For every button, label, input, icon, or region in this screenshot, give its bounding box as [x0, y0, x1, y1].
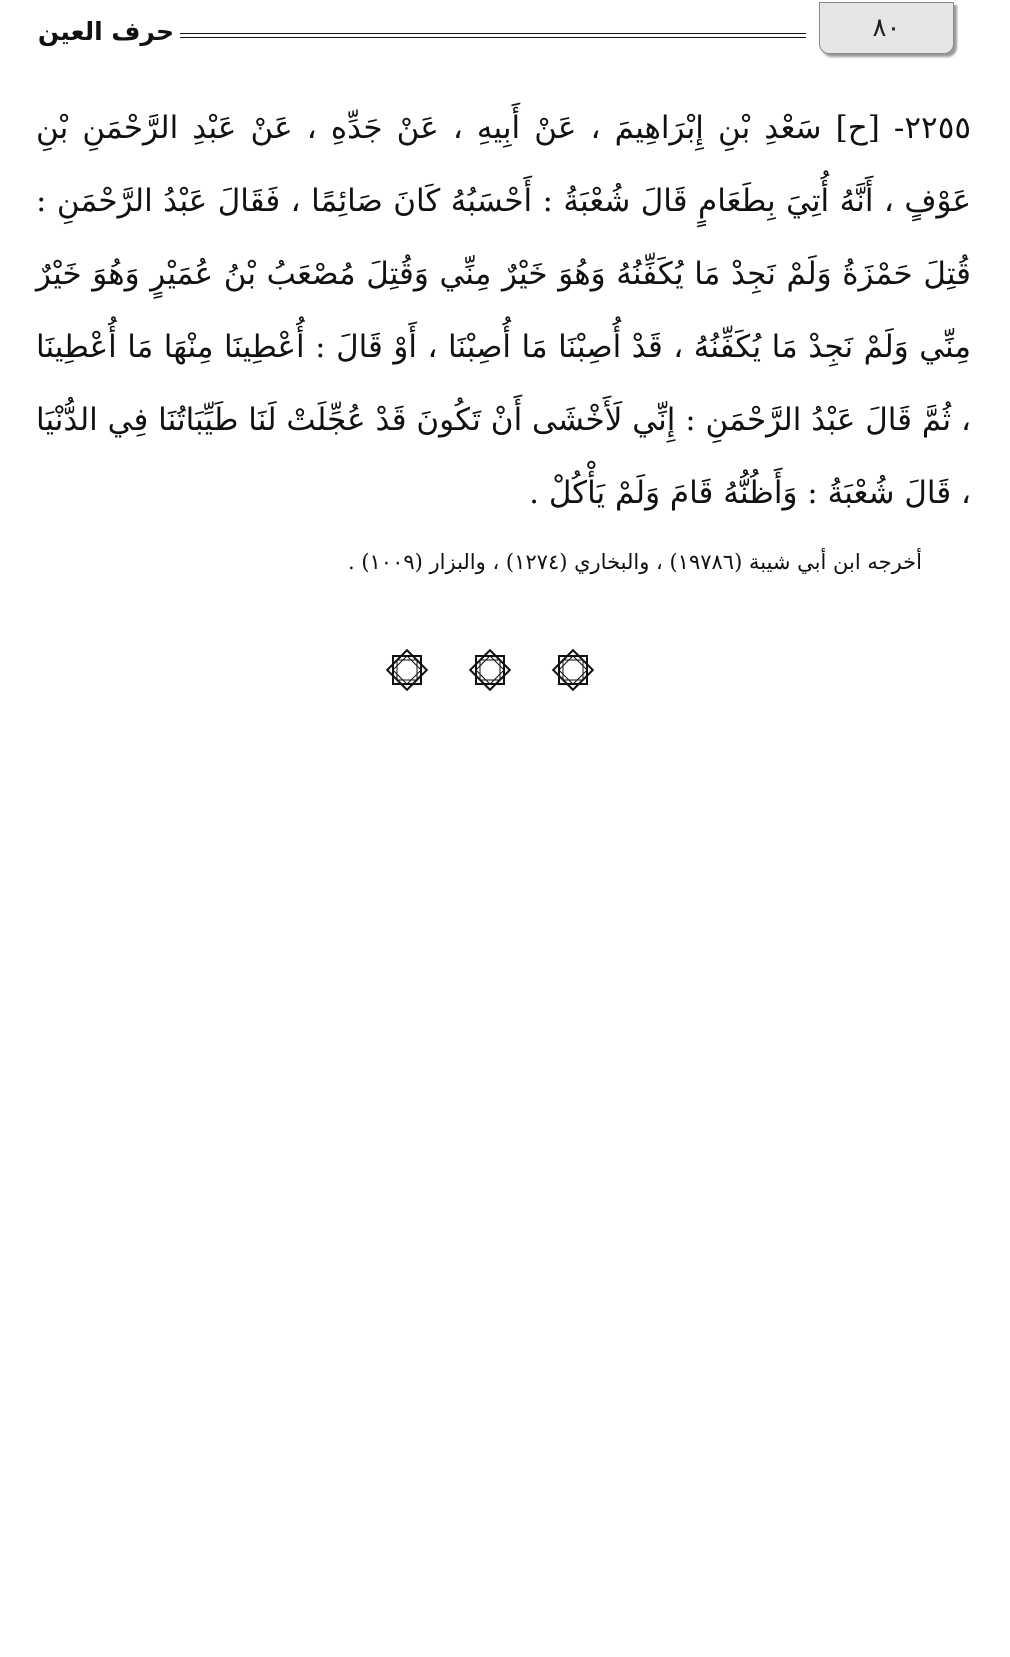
- chapter-title: حرف العين: [37, 17, 174, 46]
- section-end-ornaments: [385, 648, 595, 692]
- header-rule: [180, 33, 806, 38]
- takhrij-note: أخرجه ابن أبي شيبة (١٩٧٨٦) ، والبخاري (١٢٧٤) ، والبزار (١٠٠٩) .: [347, 550, 922, 574]
- hadith-number: ٢٢٥٥: [904, 110, 971, 146]
- hadith-body: [36, 92, 971, 530]
- star-ornament-icon: [551, 648, 595, 692]
- page-number: ٨٠: [872, 13, 901, 43]
- page-number-tab: [819, 2, 954, 54]
- star-ornament-icon: [385, 648, 429, 692]
- star-ornament-icon: [468, 648, 512, 692]
- hadith-text: - [ح] سَعْدِ بْنِ إِبْرَاهِيمَ ، عَنْ أَبِيهِ ، عَنْ جَدِّهِ ، عَنْ عَبْدِ الرَّحْمَنِ بْنِ عَوْفٍ ، أَنَّهُ أُتِيَ بِطَعَامٍ قَالَ شُعْبَةُ : أَحْسَبُهُ كَانَ صَائِمًا ، فَقَالَ عَبْدُ الرَّحْمَنِ : قُتِلَ حَمْزَةُ وَلَمْ نَجِدْ مَا يُكَفِّنُهُ وَهُوَ خَيْرٌ مِنِّي وَقُتِلَ مُصْعَبُ بْنُ عُمَيْرٍ وَهُوَ خَيْرٌ مِنِّي وَلَمْ نَجِدْ مَا يُكَفِّنُهُ ، قَدْ أُصِبْنَا مَا أُصِبْنَا ، أَوْ قَالَ : أُعْطِينَا مِنْهَا مَا أُعْطِينَا ، ثُمَّ قَالَ عَبْدُ الرَّحْمَنِ : إِنِّي لَأَخْشَى أَنْ تَكُونَ قَدْ عُجِّلَتْ لَنَا طَيِّبَاتُنَا فِي الدُّنْيَا ، قَالَ شُعْبَةُ : وَأَظُنُّهُ قَامَ وَلَمْ يَأْكُلْ .: [36, 110, 971, 511]
